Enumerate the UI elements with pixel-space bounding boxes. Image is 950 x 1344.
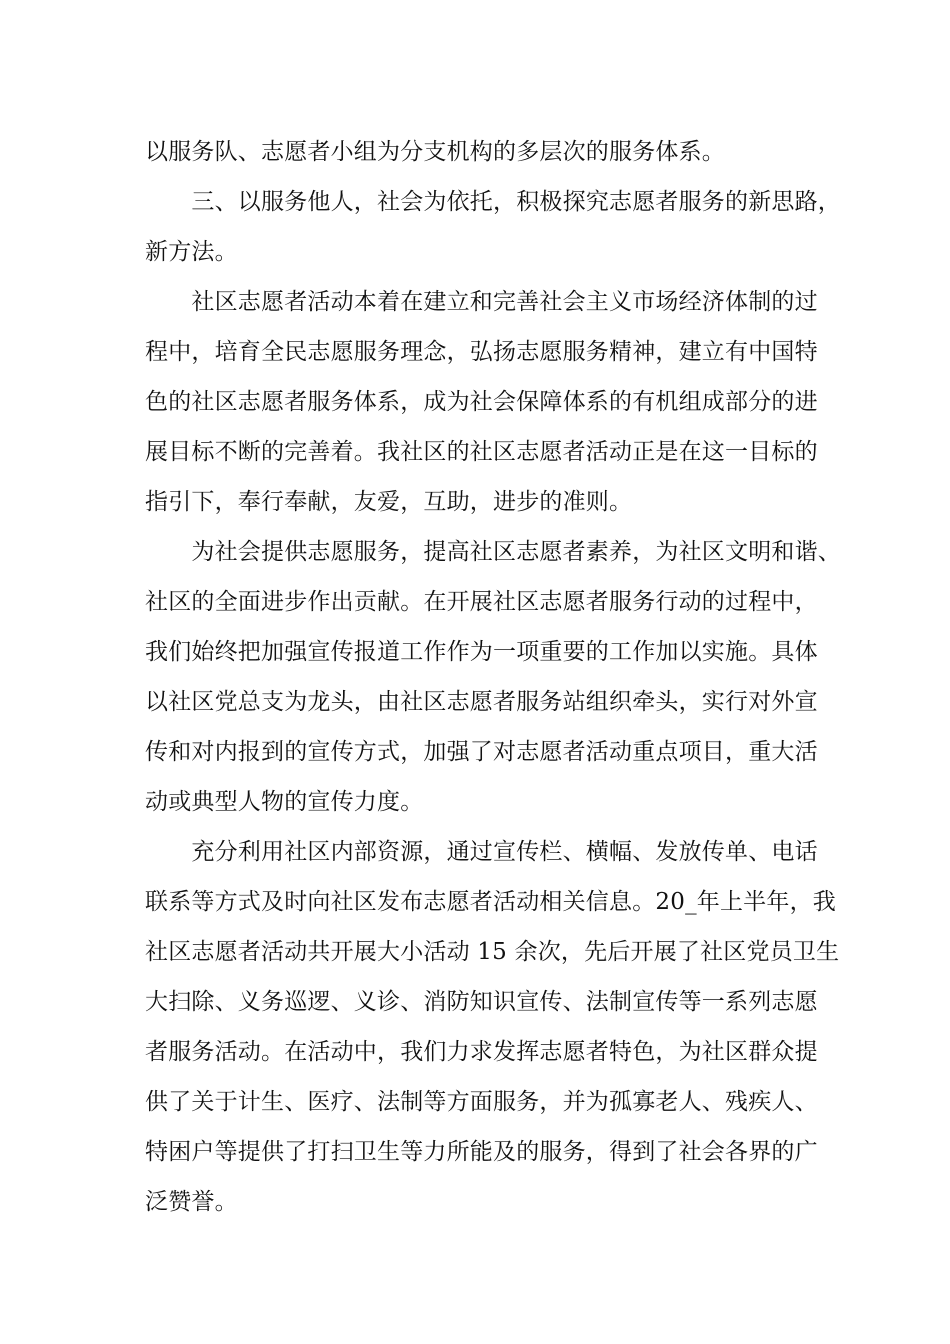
- text-line: 展目标不断的完善着。我社区的社区志愿者活动正是在这一目标的: [145, 439, 818, 465]
- text-line: 新方法。: [145, 239, 238, 265]
- text-line: 充分利用社区内部资源，通过宣传栏、横幅、发放传单、电话: [145, 839, 818, 865]
- text-line: 大扫除、义务巡逻、义诊、消防知识宣传、法制宣传等一系列志愿: [145, 989, 818, 1015]
- text-line: 为社会提供志愿服务，提高社区志愿者素养，为社区文明和谐、: [145, 539, 841, 565]
- text-line: 程中，培育全民志愿服务理念，弘扬志愿服务精神，建立有中国特: [145, 339, 818, 365]
- text-line: 联系等方式及时向社区发布志愿者活动相关信息。20_年上半年，我: [145, 889, 836, 915]
- text-line: 供了关于计生、医疗、法制等方面服务，并为孤寡老人、残疾人、: [145, 1089, 818, 1115]
- text-line: 以服务队、志愿者小组为分支机构的多层次的服务体系。: [145, 139, 725, 165]
- text-line: 者服务活动。在活动中，我们力求发挥志愿者特色，为社区群众提: [145, 1039, 818, 1065]
- text-line: 我们始终把加强宣传报道工作作为一项重要的工作加以实施。具体: [145, 639, 818, 665]
- text-line: 社区志愿者活动共开展大小活动 15 余次，先后开展了社区党员卫生: [145, 939, 840, 965]
- text-line: 社区的全面进步作出贡献。在开展社区志愿者服务行动的过程中，: [145, 589, 818, 615]
- text-line: 特困户等提供了打扫卫生等力所能及的服务，得到了社会各界的广: [145, 1139, 818, 1165]
- text-line: 三、以服务他人，社会为依托，积极探究志愿者服务的新思路，: [145, 189, 841, 215]
- text-line: 泛赞誉。: [145, 1189, 238, 1215]
- text-line: 指引下，奉行奉献，友爱，互助，进步的准则。: [145, 489, 633, 515]
- text-line: 传和对内报到的宣传方式，加强了对志愿者活动重点项目，重大活: [145, 739, 818, 765]
- text-line: 以社区党总支为龙头，由社区志愿者服务站组织牵头，实行对外宣: [145, 689, 818, 715]
- text-line: 动或典型人物的宣传力度。: [145, 789, 424, 815]
- text-line: 色的社区志愿者服务体系，成为社会保障体系的有机组成部分的进: [145, 389, 818, 415]
- text-line: 社区志愿者活动本着在建立和完善社会主义市场经济体制的过: [145, 289, 818, 315]
